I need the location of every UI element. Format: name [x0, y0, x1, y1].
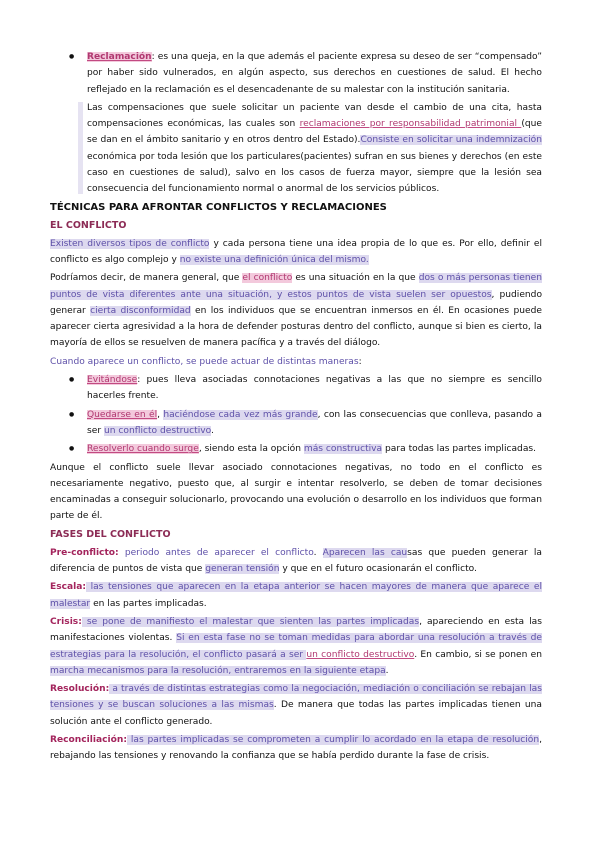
fase-resolucion: Resolución: a través de distintas estrategias como la negociación, mediación o conciliación se rebajan las tensiones y se buscan soluciones a las mismas. De manera que todas las partes implicadas tienen una solución ante el conflicto generado. [50, 684, 542, 727]
fases-heading: FASES DEL CONFLICTO [50, 528, 171, 540]
tecnicas-heading: TÉCNICAS PARA AFRONTAR CONFLICTOS Y RECLAMACIONES [50, 201, 387, 213]
fase-crisis: Crisis: se pone de manifiesto el malestar que sienten las partes implicadas, apareciendo en esta las manifestaciones violentas. Si en esta fase no se toman medidas para abordar una resolución a través de estrategias para la resolución, el conflicto pasará a ser un conflicto destructivo. En cambio, si se ponen en marcha mecanismos para la resolución, entraremos en la siguiente etapa. [50, 616, 542, 676]
conflicto-option-evitar: ● Evitándose: pues lleva asociadas connotaciones negativas a las que no siempre es sencillo hacerles frente. [50, 372, 542, 405]
reclamacion-term: Reclamación [87, 52, 152, 62]
document-content [50, 49, 542, 767]
conflicto-option-resolver: ● Resolverlo cuando surge, siendo esta la opción más constructiva para todas las partes implicadas. [50, 441, 542, 457]
fase-reconciliacion: Reconciliación: las partes implicadas se comprometen a cumplir lo acordado en la etapa de resolución, rebajando las tensiones y renovando la confianza que se había perdido durante la fase de crisis. [50, 734, 542, 762]
conflicto-paragraph-2: Podríamos decir, de manera general, que el conflicto es una situación en la que dos o más personas tienen puntos de vista diferentes ante una situación, y estos puntos de vista suelen ser opuestos, pudiendo generar cierta disconformidad en los individuos que se encuentran inmersos en él. En ocasiones puede aparecer cierta agresividad a la hora de defender posturas dentro del conflicto, aunque si bien es cierto, la mayoría de ellos se resuelven de manera pacífica y a través del diálogo. [50, 273, 543, 349]
compensaciones-paragraph: Las compensaciones que suele solicitar un paciente van desde el cambio de una cita, hasta compensaciones económicas, las cuales son reclamaciones por responsabilidad patrimonial (que se dan en el ámbito sanitario y en otros dentro del Estado).Consiste en solicitar una indemnización económica por toda lesión que los particulares(pacientes) sufran en sus bienes y derechos (en este caso en cuestiones de salud), salvo en los casos de fuerza mayor, siempre que la lesión sea consecuencia del funcionamiento normal o anormal de los servicios públicos. [50, 100, 542, 198]
margin-highlight [78, 102, 83, 194]
conflicto-paragraph-3: Cuando aparece un conflicto, se puede actuar de distintas maneras: [50, 356, 362, 367]
fase-preconflicto: Pre-conflicto: periodo antes de aparecer el conflicto. Aparecen las causas que pueden generar la diferencia de puntos de vista que generan tensión y que en el futuro ocasionarán el conflicto. [50, 547, 542, 575]
conflicto-option-quedarse: ● Quedarse en él, haciéndose cada vez más grande, con las consecuencias que conlleva, pasando a ser un conflicto destructivo. [50, 407, 542, 440]
conflicto-paragraph-1: Existen diversos tipos de conflicto y cada persona tiene una idea propia de lo que es. Por ello, definir el conflicto es algo complejo y no existe una definición única del mismo. [50, 238, 542, 265]
conflicto-heading: EL CONFLICTO [50, 219, 127, 231]
fase-escala: Escala: las tensiones que aparecen en la etapa anterior se hacen mayores de manera que aparece el malestar en las partes implicadas. [50, 582, 542, 609]
reclamacion-item: ● Reclamación: es una queja, en la que además el paciente expresa su deseo de ser “compensado” por haber sido vulnerados, en algún aspecto, sus derechos en cuestiones de salud. El hecho reflejado en la reclamación es el desencadenante de su malestar con la institución sanitaria. [50, 49, 542, 98]
conflicto-paragraph-4: Aunque el conflicto suele llevar asociado connotaciones negativas, no todo en el conflicto es necesariamente negativo, puesto que, al surgir e intentar resolverlo, se deben de tomar decisiones encaminadas a conseguir solucionarlo, provocando una evolución o desarrollo en los individuos que forman parte de él. [50, 462, 542, 522]
